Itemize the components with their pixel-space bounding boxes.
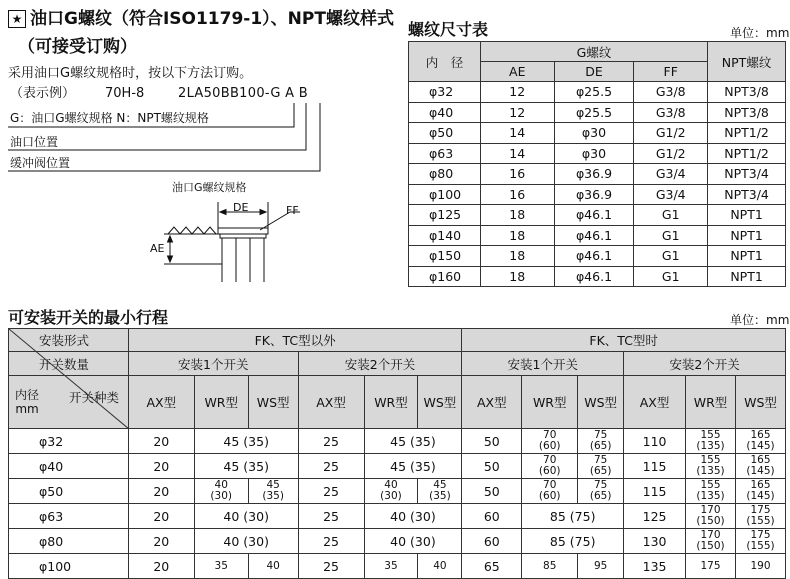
cell-ae: 18 [480, 246, 554, 267]
cell-b2-wr [686, 479, 736, 504]
cell-npt: NPT3/4 [708, 184, 786, 205]
th-ws-3: WS型 [578, 376, 624, 429]
thread-size-table [408, 41, 786, 287]
cell-bore: φ100 [9, 554, 129, 579]
th-wr-2: WR型 [364, 376, 418, 429]
th-one-switch-b: 安装1个开关 [462, 352, 624, 376]
note-port-position: 油口位置 [10, 135, 59, 149]
cell-b1-ax: 50 [462, 454, 522, 479]
cell-b1-ax: 50 [462, 479, 522, 504]
cell-b1-ws-sub: (65) [589, 490, 612, 502]
cell-ff: G1/2 [634, 143, 708, 164]
cell-ff: G1 [634, 225, 708, 246]
cell-de: φ30 [554, 123, 634, 144]
cell-de: φ46.1 [554, 266, 634, 287]
cell-b2-wr-value: 170 [700, 529, 721, 541]
cell-de: φ46.1 [554, 205, 634, 226]
cell-a1-ax: 20 [128, 529, 194, 554]
cell-b1-ws [578, 479, 624, 504]
thread-row [409, 102, 786, 123]
cell-b2-ws-value: 190 [750, 559, 771, 572]
cell-a2-wr-value: 40 [384, 479, 398, 491]
cell-a2-wrws: 45 (35) [364, 454, 462, 479]
cell-bore: φ150 [409, 246, 481, 267]
cell-b2-wr [686, 429, 736, 454]
th-ws-2: WS型 [418, 376, 462, 429]
cell-b2-wr-value: 155 [700, 454, 721, 466]
cell-b1-wr [522, 554, 578, 579]
cell-a2-wr [364, 479, 418, 504]
cell-ff: G1 [634, 246, 708, 267]
cell-b2-wr [686, 554, 736, 579]
cell-b2-ws-value: 165 [750, 479, 771, 491]
th-two-switch-a: 安装2个开关 [298, 352, 462, 376]
th-ws-4: WS型 [735, 376, 785, 429]
cell-a1-ax: 20 [128, 454, 194, 479]
cell-b1-ax: 60 [462, 504, 522, 529]
note-cushion-position: 缓冲阀位置 [10, 156, 71, 170]
th-ax-2: AX型 [298, 376, 364, 429]
min-stroke-table [8, 328, 786, 579]
cell-a2-wr [364, 554, 418, 579]
cell-b2-ws-value: 165 [750, 429, 771, 441]
cell-bore: φ125 [409, 205, 481, 226]
note-thread-spec: G：油口G螺纹规格 N：NPT螺纹规格 [10, 111, 209, 125]
cell-b2-ws [735, 479, 785, 504]
thread-row [409, 164, 786, 185]
cell-ae: 16 [480, 184, 554, 205]
cell-a1-ws [248, 554, 298, 579]
cell-b2-ws [735, 429, 785, 454]
cell-b2-wr [686, 529, 736, 554]
diagram-title: 油口G螺纹规格 [172, 181, 247, 194]
cell-npt: NPT1 [708, 205, 786, 226]
label-ff: FF [286, 204, 299, 217]
thread-row [409, 143, 786, 164]
cell-ae: 18 [480, 225, 554, 246]
example-part2: 2LA50BB100-G A B [178, 86, 309, 101]
cell-a1-wrws: 40 (30) [194, 504, 298, 529]
cell-de: φ25.5 [554, 102, 634, 123]
th-ws-1: WS型 [248, 376, 298, 429]
cell-b2-wr-value: 155 [700, 429, 721, 441]
cell-b1-ws [578, 454, 624, 479]
th-switch-type-cell [9, 376, 129, 429]
cell-a1-wr-sub: (30) [210, 490, 232, 502]
cell-a1-ws-value: 40 [266, 559, 280, 572]
cell-a2-wrws: 45 (35) [364, 429, 462, 454]
cell-npt: NPT1/2 [708, 123, 786, 144]
cell-a2-ax: 25 [298, 454, 364, 479]
th-wr-1: WR型 [194, 376, 248, 429]
cell-ae: 14 [480, 143, 554, 164]
cell-a2-ax: 25 [298, 429, 364, 454]
th-switch-type: 开关种类 [69, 390, 120, 405]
cell-ae: 16 [480, 164, 554, 185]
cell-a1-wr-value: 35 [214, 559, 228, 572]
cell-npt: NPT3/8 [708, 102, 786, 123]
thread-row [409, 82, 786, 103]
th-one-switch-a: 安装1个开关 [128, 352, 298, 376]
cell-ae: 14 [480, 123, 554, 144]
cell-b2-ws-value: 165 [750, 454, 771, 466]
cell-b1-ax: 60 [462, 529, 522, 554]
th-bore-mm: 内径 mm [15, 388, 40, 416]
cell-ff: G3/4 [634, 184, 708, 205]
cell-a2-ax: 25 [298, 554, 364, 579]
thread-row [409, 184, 786, 205]
cell-bore: φ32 [9, 429, 129, 454]
th-de: DE [554, 62, 634, 82]
cell-a2-ax: 25 [298, 504, 364, 529]
cell-a2-ws-value: 45 [433, 479, 447, 491]
cell-a1-ws-sub: (35) [262, 490, 284, 502]
cell-a2-ax: 25 [298, 529, 364, 554]
cell-b1-ws-value: 75 [593, 479, 608, 491]
cell-bore: φ80 [409, 164, 481, 185]
cell-a2-ax: 25 [298, 479, 364, 504]
cell-bore: φ100 [409, 184, 481, 205]
cell-a1-wrws: 40 (30) [194, 529, 298, 554]
cell-b2-ws [735, 529, 785, 554]
cell-b2-wr-value: 170 [700, 504, 721, 516]
th-fktc: FK、TC型时 [462, 329, 786, 352]
cell-b2-wr [686, 454, 736, 479]
cell-de: φ46.1 [554, 246, 634, 267]
cell-b2-wr [686, 504, 736, 529]
cell-b1-wr [522, 479, 578, 504]
stroke-table-unit: 单位：mm [730, 313, 790, 327]
cell-b2-ax: 115 [624, 454, 686, 479]
title-text: 油口G螺纹（符合ISO1179-1）、NPT螺纹样式 [30, 9, 394, 29]
cell-a2-ws-sub: (35) [429, 490, 451, 502]
th-non-fktc: FK、TC型以外 [128, 329, 462, 352]
stroke-table-title: 可安装开关的最小行程 [8, 308, 169, 327]
th-ax-3: AX型 [462, 376, 522, 429]
stroke-row [9, 529, 786, 554]
cell-bore: φ160 [409, 266, 481, 287]
cell-b2-wr-sub: (150) [696, 540, 725, 552]
cell-b2-ws [735, 554, 785, 579]
cell-bore: φ40 [409, 102, 481, 123]
cell-bore: φ40 [9, 454, 129, 479]
cell-ff: G3/8 [634, 102, 708, 123]
cell-a2-wrws: 40 (30) [364, 529, 462, 554]
cell-b1-ws-value: 75 [593, 429, 608, 441]
th-wr-3: WR型 [522, 376, 578, 429]
cell-a1-wr [194, 479, 248, 504]
thread-row [409, 266, 786, 287]
cell-de: φ46.1 [554, 225, 634, 246]
th-ae: AE [480, 62, 554, 82]
th-switch-qty: 开关数量 [9, 352, 129, 376]
cell-b2-ws-value: 175 [750, 529, 771, 541]
cell-ae: 12 [480, 82, 554, 103]
cell-b1-wr-sub: (60) [538, 490, 561, 502]
star-icon: ★ [8, 10, 26, 28]
cell-b2-ax: 110 [624, 429, 686, 454]
cell-b1-wr [522, 454, 578, 479]
cell-b2-ws-sub: (155) [746, 515, 775, 527]
cell-b2-ax: 135 [624, 554, 686, 579]
cell-a2-ws [418, 554, 462, 579]
thread-row [409, 205, 786, 226]
cell-b2-ws-sub: (145) [746, 490, 775, 502]
th-two-switch-b: 安装2个开关 [624, 352, 786, 376]
cell-b1-ws-value: 75 [593, 454, 608, 466]
cell-a1-wr [194, 554, 248, 579]
cell-a2-wrws: 40 (30) [364, 504, 462, 529]
stroke-row [9, 554, 786, 579]
cell-ff: G1 [634, 266, 708, 287]
cell-bore: φ32 [409, 82, 481, 103]
cell-b1-wr-value: 70 [543, 479, 557, 491]
cell-a1-wrws: 45 (35) [194, 429, 298, 454]
cell-b2-ws-sub: (145) [746, 465, 775, 477]
cell-bore: φ80 [9, 529, 129, 554]
th-ff: FF [634, 62, 708, 82]
cell-a1-ax: 20 [128, 429, 194, 454]
cell-ae: 12 [480, 102, 554, 123]
cell-b1-ax: 50 [462, 429, 522, 454]
cell-ff: G1 [634, 205, 708, 226]
cell-b2-ws-value: 175 [750, 504, 771, 516]
cell-de: φ30 [554, 143, 634, 164]
cell-npt: NPT1/2 [708, 143, 786, 164]
cell-b2-ax: 115 [624, 479, 686, 504]
th-mount-type: 安装形式 [9, 329, 129, 352]
cell-b2-ax: 125 [624, 504, 686, 529]
cell-b2-ws-sub: (155) [746, 540, 775, 552]
cell-b2-ax: 130 [624, 529, 686, 554]
thread-row [409, 123, 786, 144]
label-de: DE [233, 201, 249, 214]
cell-b2-wr-sub: (135) [696, 440, 725, 452]
cell-b1-ax: 65 [462, 554, 522, 579]
cell-bore: φ140 [409, 225, 481, 246]
cell-ae: 18 [480, 205, 554, 226]
cell-b1-wrws: 85 (75) [522, 504, 624, 529]
cell-b1-ws-value: 95 [593, 559, 608, 572]
cell-b2-wr-sub: (135) [696, 465, 725, 477]
cell-b1-wrws: 85 (75) [522, 529, 624, 554]
title-line2: （可接受订购） [18, 37, 137, 57]
cell-b2-wr-value: 175 [700, 559, 721, 572]
cell-b2-wr-value: 155 [700, 479, 721, 491]
cell-ff: G3/8 [634, 82, 708, 103]
th-wr-4: WR型 [686, 376, 736, 429]
th-g-thread: G螺纹 [480, 42, 707, 62]
cell-a1-ax: 20 [128, 554, 194, 579]
cell-b2-ws-sub: (145) [746, 440, 775, 452]
thread-row [409, 246, 786, 267]
cell-bore: φ63 [9, 504, 129, 529]
cell-b1-ws-sub: (65) [589, 465, 612, 477]
cell-a2-ws [418, 479, 462, 504]
th-ax-1: AX型 [128, 376, 194, 429]
cell-b1-ws [578, 554, 624, 579]
cell-npt: NPT3/4 [708, 164, 786, 185]
label-ae: AE [150, 242, 165, 255]
cell-b1-wr-value: 70 [543, 429, 557, 441]
thread-table-title: 螺纹尺寸表 [408, 20, 489, 39]
cell-b1-wr-value: 85 [543, 559, 557, 572]
cell-b2-ws [735, 504, 785, 529]
cell-a1-ws-value: 45 [266, 479, 280, 491]
cell-npt: NPT3/8 [708, 82, 786, 103]
cell-a2-ws-value: 40 [433, 559, 447, 572]
cell-b1-wr-sub: (60) [538, 440, 561, 452]
cell-a2-wr-sub: (30) [380, 490, 402, 502]
cell-b1-wr-value: 70 [543, 454, 557, 466]
cell-b1-wr-sub: (60) [538, 465, 561, 477]
cell-a1-ax: 20 [128, 504, 194, 529]
stroke-row [9, 454, 786, 479]
th-npt-thread: NPT螺纹 [708, 42, 786, 82]
cell-bore: φ50 [9, 479, 129, 504]
stroke-row [9, 504, 786, 529]
cell-b1-ws-sub: (65) [589, 440, 612, 452]
order-description: 采用油口G螺纹规格时，按以下方法订购。 [8, 66, 253, 81]
example-label: （表示例） [10, 86, 76, 101]
cell-de: φ36.9 [554, 184, 634, 205]
cell-a1-ax: 20 [128, 479, 194, 504]
cell-a2-wr-value: 35 [384, 559, 398, 572]
stroke-row [9, 429, 786, 454]
cell-b1-ws [578, 429, 624, 454]
cell-ae: 18 [480, 266, 554, 287]
thread-table-unit: 单位：mm [730, 26, 790, 40]
cell-de: φ36.9 [554, 164, 634, 185]
example-part1: 70H-8 [105, 86, 145, 101]
cell-bore: φ50 [409, 123, 481, 144]
cell-b2-wr-sub: (150) [696, 515, 725, 527]
cell-a1-wr-value: 40 [214, 479, 228, 491]
stroke-row [9, 479, 786, 504]
th-bore: 内 径 [409, 42, 481, 82]
th-ax-4: AX型 [624, 376, 686, 429]
cell-b1-wr [522, 429, 578, 454]
cell-npt: NPT1 [708, 225, 786, 246]
thread-row [409, 225, 786, 246]
cell-a1-wrws: 45 (35) [194, 454, 298, 479]
cell-b2-ws [735, 454, 785, 479]
cell-a1-ws [248, 479, 298, 504]
cell-npt: NPT1 [708, 246, 786, 267]
cell-bore: φ63 [409, 143, 481, 164]
cell-npt: NPT1 [708, 266, 786, 287]
cell-b2-wr-sub: (135) [696, 490, 725, 502]
cell-ff: G3/4 [634, 164, 708, 185]
cell-de: φ25.5 [554, 82, 634, 103]
cell-ff: G1/2 [634, 123, 708, 144]
